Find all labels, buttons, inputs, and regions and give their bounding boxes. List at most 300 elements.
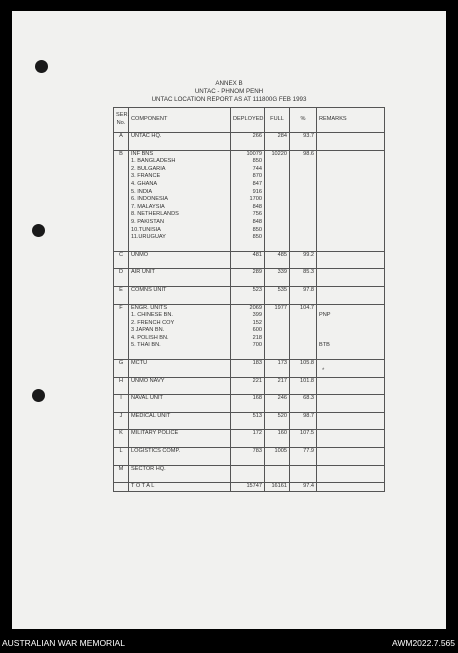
sub-remarks-cell bbox=[317, 234, 385, 242]
pct-cell: 97.8 bbox=[290, 286, 317, 294]
spacer-cell bbox=[231, 403, 265, 413]
spacer-cell bbox=[129, 277, 231, 287]
ser-cell: K bbox=[114, 430, 129, 438]
pct-cell bbox=[290, 320, 317, 328]
table-row bbox=[114, 360, 385, 368]
table-subrow bbox=[114, 219, 385, 227]
remarks-cell bbox=[317, 133, 385, 141]
spacer-cell bbox=[317, 473, 385, 483]
ser-cell bbox=[114, 166, 129, 174]
pct-cell bbox=[290, 234, 317, 242]
component-cell: COMNS UNIT bbox=[129, 286, 231, 294]
ser-cell: L bbox=[114, 448, 129, 456]
ser-cell bbox=[114, 211, 129, 219]
remarks-cell bbox=[317, 360, 385, 368]
ser-cell bbox=[114, 181, 129, 189]
spacer-cell bbox=[114, 368, 129, 378]
spacer-cell bbox=[231, 277, 265, 287]
full-cell bbox=[265, 312, 290, 320]
spacer-cell bbox=[290, 368, 317, 378]
table-body bbox=[114, 133, 385, 492]
pct-cell bbox=[290, 327, 317, 335]
org-label: UNTAC - PHNOM PENH bbox=[194, 88, 264, 95]
component-cell: UNMO NAVY bbox=[129, 377, 231, 385]
sub-remarks-cell bbox=[317, 327, 385, 335]
pct-cell: 101.8 bbox=[290, 377, 317, 385]
pct-cell bbox=[290, 181, 317, 189]
spacer-cell bbox=[129, 350, 231, 360]
full-cell: 535 bbox=[265, 286, 290, 294]
table-subrow bbox=[114, 189, 385, 197]
full-cell bbox=[265, 342, 290, 350]
table-row bbox=[114, 286, 385, 294]
full-cell: 520 bbox=[265, 412, 290, 420]
sub-deployed-cell: 916 bbox=[231, 189, 265, 197]
spacer-cell bbox=[114, 350, 129, 360]
sub-component-cell: 1. CHINESE BN. bbox=[129, 312, 231, 320]
sub-deployed-cell: 399 bbox=[231, 312, 265, 320]
full-cell: 173 bbox=[265, 360, 290, 368]
spacer-cell bbox=[231, 368, 265, 378]
spacer-cell bbox=[265, 242, 290, 252]
pct-cell bbox=[290, 204, 317, 212]
ser-cell bbox=[114, 483, 129, 492]
full-cell bbox=[265, 189, 290, 197]
spacer-cell bbox=[265, 295, 290, 305]
spacer-cell bbox=[290, 295, 317, 305]
full-cell: 1005 bbox=[265, 448, 290, 456]
ser-cell: J bbox=[114, 412, 129, 420]
col-header-remarks: REMARKS bbox=[317, 108, 385, 133]
spacer-cell bbox=[317, 456, 385, 466]
spacer-cell bbox=[231, 350, 265, 360]
ser-cell bbox=[114, 342, 129, 350]
spacer-row bbox=[114, 350, 385, 360]
table-subrow bbox=[114, 312, 385, 320]
footer-credit: AUSTRALIAN WAR MEMORIAL bbox=[2, 638, 125, 648]
sub-remarks-cell bbox=[317, 211, 385, 219]
table-subrow bbox=[114, 327, 385, 335]
table-subrow bbox=[114, 181, 385, 189]
sub-remarks-cell bbox=[317, 204, 385, 212]
full-cell: 160 bbox=[265, 430, 290, 438]
sub-component-cell: 4. GHANA bbox=[129, 181, 231, 189]
ser-cell: M bbox=[114, 465, 129, 473]
spacer-cell bbox=[317, 350, 385, 360]
sub-deployed-cell: 848 bbox=[231, 219, 265, 227]
spacer-row bbox=[114, 456, 385, 466]
table-row bbox=[114, 251, 385, 259]
pct-cell: 104.7 bbox=[290, 304, 317, 312]
sub-component-cell: 1. BANGLADESH bbox=[129, 158, 231, 166]
full-cell: 485 bbox=[265, 251, 290, 259]
spacer-cell bbox=[290, 385, 317, 395]
pct-cell: 77.9 bbox=[290, 448, 317, 456]
deployed-cell: 168 bbox=[231, 395, 265, 403]
component-cell: LOGISTICS COMP. bbox=[129, 448, 231, 456]
remarks-cell bbox=[317, 465, 385, 473]
table-subrow bbox=[114, 173, 385, 181]
spacer-cell bbox=[114, 456, 129, 466]
spacer-row bbox=[114, 438, 385, 448]
sub-remarks-cell bbox=[317, 181, 385, 189]
ser-cell bbox=[114, 173, 129, 181]
spacer-cell bbox=[231, 438, 265, 448]
component-cell: NAVAL UNIT bbox=[129, 395, 231, 403]
sub-deployed-cell: 848 bbox=[231, 204, 265, 212]
pct-cell: 93.7 bbox=[290, 133, 317, 141]
spacer-row bbox=[114, 368, 385, 378]
spacer-cell bbox=[129, 403, 231, 413]
deployed-cell: 266 bbox=[231, 133, 265, 141]
spacer-cell bbox=[114, 242, 129, 252]
ser-cell bbox=[114, 189, 129, 197]
spacer-cell bbox=[231, 420, 265, 430]
full-cell: 284 bbox=[265, 133, 290, 141]
pct-cell bbox=[290, 166, 317, 174]
spacer-cell bbox=[317, 403, 385, 413]
component-cell: MILITARY POLICE bbox=[129, 430, 231, 438]
sub-component-cell: 3 JAPAN BN. bbox=[129, 327, 231, 335]
table-row bbox=[114, 150, 385, 158]
spacer-cell bbox=[265, 420, 290, 430]
pct-cell: 107.5 bbox=[290, 430, 317, 438]
spacer-cell bbox=[129, 438, 231, 448]
deployed-cell: 183 bbox=[231, 360, 265, 368]
spacer-cell bbox=[265, 141, 290, 151]
spacer-cell bbox=[231, 385, 265, 395]
spacer-cell bbox=[129, 456, 231, 466]
component-cell: UNMO bbox=[129, 251, 231, 259]
ser-cell bbox=[114, 227, 129, 235]
total-deployed-cell: 15747 bbox=[231, 483, 265, 492]
spacer-row bbox=[114, 420, 385, 430]
spacer-cell bbox=[129, 368, 231, 378]
spacer-cell bbox=[114, 141, 129, 151]
spacer-cell bbox=[265, 259, 290, 269]
table-row bbox=[114, 448, 385, 456]
punch-hole-top bbox=[35, 60, 48, 73]
spacer-row bbox=[114, 259, 385, 269]
spacer-cell bbox=[129, 420, 231, 430]
table-row bbox=[114, 465, 385, 473]
full-cell bbox=[265, 465, 290, 473]
table-row bbox=[114, 133, 385, 141]
deployed-cell bbox=[231, 465, 265, 473]
col-header-ser: SER. No. bbox=[114, 108, 129, 133]
spacer-cell bbox=[290, 403, 317, 413]
sub-component-cell: 5. INDIA bbox=[129, 189, 231, 197]
spacer-cell bbox=[265, 277, 290, 287]
annex-label: ANNEX B bbox=[215, 80, 243, 87]
spacer-cell bbox=[114, 277, 129, 287]
sub-deployed-cell: 850 bbox=[231, 234, 265, 242]
table-subrow bbox=[114, 196, 385, 204]
full-cell bbox=[265, 158, 290, 166]
table-header-row bbox=[114, 108, 385, 133]
component-cell: MCTU bbox=[129, 360, 231, 368]
sub-component-cell: 9. PAKISTAN bbox=[129, 219, 231, 227]
full-cell bbox=[265, 173, 290, 181]
spacer-cell bbox=[265, 385, 290, 395]
table-subrow bbox=[114, 335, 385, 343]
spacer-cell bbox=[317, 242, 385, 252]
sub-deployed-cell: 600 bbox=[231, 327, 265, 335]
spacer-cell bbox=[114, 473, 129, 483]
spacer-cell bbox=[317, 368, 385, 378]
remarks-cell bbox=[317, 483, 385, 492]
deployed-cell: 10079 bbox=[231, 150, 265, 158]
full-cell: 217 bbox=[265, 377, 290, 385]
punch-hole-bottom bbox=[32, 389, 45, 402]
ser-cell: D bbox=[114, 269, 129, 277]
full-cell bbox=[265, 211, 290, 219]
spacer-cell bbox=[290, 242, 317, 252]
full-cell bbox=[265, 166, 290, 174]
sub-deployed-cell: 850 bbox=[231, 227, 265, 235]
spacer-cell bbox=[290, 473, 317, 483]
table-row bbox=[114, 304, 385, 312]
footer-accession: AWM2022.7.565 bbox=[392, 638, 455, 648]
ser-cell bbox=[114, 204, 129, 212]
full-cell: 246 bbox=[265, 395, 290, 403]
pct-cell: 98.7 bbox=[290, 412, 317, 420]
ser-cell: G bbox=[114, 360, 129, 368]
spacer-row bbox=[114, 473, 385, 483]
spacer-cell bbox=[317, 141, 385, 151]
sub-deployed-cell: 756 bbox=[231, 211, 265, 219]
ser-cell bbox=[114, 158, 129, 166]
col-header-component: COMPONENT bbox=[129, 108, 231, 133]
table-row bbox=[114, 412, 385, 420]
spacer-cell bbox=[317, 420, 385, 430]
spacer-cell bbox=[114, 403, 129, 413]
ser-cell bbox=[114, 196, 129, 204]
pct-cell: 99.2 bbox=[290, 251, 317, 259]
ser-cell bbox=[114, 312, 129, 320]
pct-cell bbox=[290, 173, 317, 181]
remarks-cell bbox=[317, 150, 385, 158]
spacer-cell bbox=[129, 295, 231, 305]
sub-component-cell: 3. FRANCE bbox=[129, 173, 231, 181]
spacer-cell bbox=[129, 259, 231, 269]
total-row bbox=[114, 483, 385, 492]
full-cell bbox=[265, 219, 290, 227]
full-cell: 10220 bbox=[265, 150, 290, 158]
table-subrow bbox=[114, 166, 385, 174]
ser-cell: F bbox=[114, 304, 129, 312]
spacer-cell bbox=[317, 438, 385, 448]
deployed-cell: 289 bbox=[231, 269, 265, 277]
spacer-cell bbox=[231, 456, 265, 466]
ser-cell bbox=[114, 234, 129, 242]
spacer-cell bbox=[114, 385, 129, 395]
spacer-row bbox=[114, 385, 385, 395]
component-cell: ENGR. UNITS bbox=[129, 304, 231, 312]
component-cell: MEDICAL UNIT bbox=[129, 412, 231, 420]
full-cell bbox=[265, 204, 290, 212]
spacer-cell bbox=[114, 420, 129, 430]
sub-deployed-cell: 870 bbox=[231, 173, 265, 181]
spacer-cell bbox=[290, 438, 317, 448]
spacer-cell bbox=[317, 277, 385, 287]
table-subrow bbox=[114, 204, 385, 212]
pct-cell: 98.6 bbox=[290, 150, 317, 158]
sub-component-cell: 11.URUGUAY bbox=[129, 234, 231, 242]
table-subrow bbox=[114, 342, 385, 350]
remarks-cell bbox=[317, 269, 385, 277]
pct-cell bbox=[290, 211, 317, 219]
sub-remarks-cell bbox=[317, 189, 385, 197]
spacer-row bbox=[114, 242, 385, 252]
deployed-cell: 523 bbox=[231, 286, 265, 294]
sub-component-cell: 5. THAI BN. bbox=[129, 342, 231, 350]
full-cell: 339 bbox=[265, 269, 290, 277]
sub-remarks-cell bbox=[317, 166, 385, 174]
ser-cell: A bbox=[114, 133, 129, 141]
spacer-cell bbox=[317, 295, 385, 305]
spacer-row bbox=[114, 295, 385, 305]
report-title: UNTAC LOCATION REPORT AS AT 111800G FEB 1993 bbox=[151, 96, 307, 103]
spacer-cell bbox=[129, 242, 231, 252]
spacer-cell bbox=[231, 141, 265, 151]
component-cell: UNTAC HQ. bbox=[129, 133, 231, 141]
spacer-row bbox=[114, 141, 385, 151]
ser-cell: B bbox=[114, 150, 129, 158]
sub-remarks-cell bbox=[317, 219, 385, 227]
sub-component-cell: 10.TUNISIA bbox=[129, 227, 231, 235]
component-cell: SECTOR HQ. bbox=[129, 465, 231, 473]
remarks-cell bbox=[317, 377, 385, 385]
component-cell: INF BNS bbox=[129, 150, 231, 158]
spacer-cell bbox=[290, 420, 317, 430]
pct-cell bbox=[290, 158, 317, 166]
sub-component-cell: 2. BULGARIA bbox=[129, 166, 231, 174]
remarks-cell bbox=[317, 286, 385, 294]
col-header-pct: % bbox=[290, 108, 317, 133]
remarks-cell bbox=[317, 448, 385, 456]
sub-deployed-cell: 218 bbox=[231, 335, 265, 343]
table-subrow bbox=[114, 158, 385, 166]
deployed-cell: 221 bbox=[231, 377, 265, 385]
spacer-cell bbox=[265, 456, 290, 466]
sub-remarks-cell bbox=[317, 196, 385, 204]
spacer-cell bbox=[317, 259, 385, 269]
deployed-cell: 2069 bbox=[231, 304, 265, 312]
table-row bbox=[114, 430, 385, 438]
full-cell bbox=[265, 335, 290, 343]
pct-cell bbox=[290, 312, 317, 320]
table-row bbox=[114, 395, 385, 403]
spacer-cell bbox=[114, 295, 129, 305]
spacer-cell bbox=[114, 259, 129, 269]
deployed-cell: 513 bbox=[231, 412, 265, 420]
deployed-cell: 481 bbox=[231, 251, 265, 259]
pct-cell bbox=[290, 189, 317, 197]
total-full-cell: 16161 bbox=[265, 483, 290, 492]
pct-cell bbox=[290, 219, 317, 227]
spacer-cell bbox=[290, 277, 317, 287]
ser-cell: E bbox=[114, 286, 129, 294]
remarks-cell bbox=[317, 412, 385, 420]
spacer-cell bbox=[231, 259, 265, 269]
ser-cell: C bbox=[114, 251, 129, 259]
sub-deployed-cell: 744 bbox=[231, 166, 265, 174]
spacer-row bbox=[114, 403, 385, 413]
pct-cell: 68.3 bbox=[290, 395, 317, 403]
spacer-cell bbox=[290, 259, 317, 269]
pct-cell bbox=[290, 342, 317, 350]
stray-mark: * bbox=[322, 368, 325, 374]
sub-remarks-cell bbox=[317, 227, 385, 235]
ser-cell bbox=[114, 219, 129, 227]
spacer-cell bbox=[265, 368, 290, 378]
remarks-cell bbox=[317, 251, 385, 259]
total-label-cell: T O T A L bbox=[129, 483, 231, 492]
table-subrow bbox=[114, 211, 385, 219]
pct-cell bbox=[290, 227, 317, 235]
sub-remarks-cell bbox=[317, 335, 385, 343]
spacer-cell bbox=[265, 473, 290, 483]
ser-cell bbox=[114, 335, 129, 343]
spacer-cell bbox=[231, 295, 265, 305]
sub-remarks-cell bbox=[317, 173, 385, 181]
table-subrow bbox=[114, 227, 385, 235]
table-subrow bbox=[114, 234, 385, 242]
full-cell bbox=[265, 327, 290, 335]
spacer-cell bbox=[129, 473, 231, 483]
full-cell bbox=[265, 227, 290, 235]
spacer-row bbox=[114, 277, 385, 287]
spacer-cell bbox=[129, 141, 231, 151]
pct-cell: 105.8 bbox=[290, 360, 317, 368]
sub-remarks-cell: BTB bbox=[317, 342, 385, 350]
sub-deployed-cell: 847 bbox=[231, 181, 265, 189]
total-pct-cell: 97.4 bbox=[290, 483, 317, 492]
spacer-cell bbox=[129, 385, 231, 395]
remarks-cell bbox=[317, 430, 385, 438]
spacer-cell bbox=[290, 456, 317, 466]
sub-deployed-cell: 1700 bbox=[231, 196, 265, 204]
pct-cell: 85.3 bbox=[290, 269, 317, 277]
sub-component-cell: 7. MALAYSIA bbox=[129, 204, 231, 212]
remarks-cell bbox=[317, 304, 385, 312]
spacer-cell bbox=[265, 403, 290, 413]
sub-remarks-cell: PNP bbox=[317, 312, 385, 320]
spacer-cell bbox=[231, 242, 265, 252]
deployed-cell: 783 bbox=[231, 448, 265, 456]
ser-cell: H bbox=[114, 377, 129, 385]
spacer-cell bbox=[317, 385, 385, 395]
pct-cell bbox=[290, 335, 317, 343]
full-cell: 1977 bbox=[265, 304, 290, 312]
ser-cell: I bbox=[114, 395, 129, 403]
spacer-cell bbox=[290, 350, 317, 360]
document-page bbox=[12, 11, 446, 629]
spacer-cell bbox=[265, 350, 290, 360]
full-cell bbox=[265, 320, 290, 328]
sub-component-cell: 8. NETHERLANDS bbox=[129, 211, 231, 219]
sub-deployed-cell: 850 bbox=[231, 158, 265, 166]
remarks-cell bbox=[317, 395, 385, 403]
ser-cell bbox=[114, 320, 129, 328]
sub-component-cell: 6. INDONESIA bbox=[129, 196, 231, 204]
table-subrow bbox=[114, 320, 385, 328]
full-cell bbox=[265, 234, 290, 242]
sub-remarks-cell bbox=[317, 158, 385, 166]
sub-component-cell: 2. FRENCH COY bbox=[129, 320, 231, 328]
sub-component-cell: 4. POLISH BN. bbox=[129, 335, 231, 343]
